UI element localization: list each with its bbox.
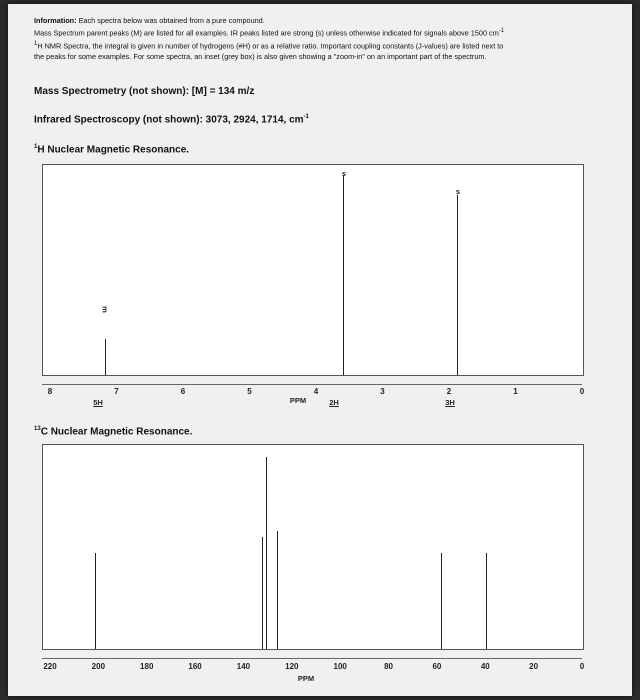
h-nmr-tick-8: 8 — [47, 387, 53, 396]
h-nmr-tick-5: 5 — [247, 387, 252, 396]
c-nmr-peak-6 — [486, 553, 487, 649]
h-nmr-title: H Nuclear Magnetic Resonance. — [37, 144, 190, 156]
c-nmr-tick-0: 0 — [579, 662, 585, 671]
c-nmr-heading — [34, 426, 192, 437]
c-nmr-peak-2 — [262, 537, 263, 649]
information-line-2: Mass Spectrum parent peaks (M) are listed for all examples. IR peaks listed are strong (s) unless otherwise indicated for signals above 1500 cm — [34, 28, 499, 38]
h-nmr-peak-aromatic — [105, 339, 106, 375]
h-nmr-tick-0: 0 — [579, 387, 585, 396]
h-nmr-mult-s2: s — [455, 187, 461, 196]
c-nmr-tick-120: 120 — [285, 662, 299, 671]
info-superscript: -1 — [498, 28, 505, 35]
h-nmr-superscript: 1 — [34, 144, 38, 150]
h-nmr-integral-2h: 2H — [329, 398, 339, 407]
ir-text: Infrared Spectroscopy (not shown): 3073, 2924, 1714, cm — [34, 114, 304, 126]
ir-unit-superscript: -1 — [303, 114, 309, 120]
c-nmr-tick-40: 40 — [480, 662, 490, 671]
h-nmr-integral-3h: 3H — [445, 398, 455, 407]
h-nmr-integral-5h: 5H — [93, 398, 103, 407]
h-nmr-axis-label: PPM — [289, 396, 307, 405]
c-nmr-axis-label: PPM — [297, 674, 315, 683]
c-nmr-spectrum — [42, 444, 584, 650]
c-nmr-tick-140: 140 — [236, 662, 251, 671]
information-line-1: Each spectra below was obtained from a pure compound. — [78, 16, 265, 25]
h-nmr-peak-ch2 — [343, 175, 344, 375]
c-nmr-axis — [42, 658, 582, 659]
c-nmr-tick-20: 20 — [529, 662, 539, 671]
h-nmr-tick-6: 6 — [180, 387, 186, 396]
c-nmr-peak-1 — [95, 553, 96, 649]
information-line-3: H NMR Spectra, the integral is given in number of hydrogens (#H) or as a relative ratio. Important coupling constants (J-values) are listed next to — [37, 41, 504, 51]
h-nmr-tick-4: 4 — [313, 387, 319, 396]
c-nmr-tick-80: 80 — [384, 662, 393, 671]
h-nmr-tick-3: 3 — [380, 387, 385, 396]
h-nmr-tick-7: 7 — [114, 387, 119, 396]
c-nmr-tick-220: 220 — [43, 662, 57, 671]
c-nmr-tick-200: 200 — [91, 662, 106, 671]
information-line-4: the peaks for some examples. For some spectra, an inset (grey box) is also given showing a "zoom-in" on an important part of the spectrum. — [34, 52, 487, 62]
c-nmr-peak-4 — [277, 531, 278, 649]
h-nmr-tick-2: 2 — [446, 387, 452, 396]
information-heading: Information: — [34, 16, 77, 25]
info-h-superscript: 1 — [34, 41, 38, 48]
h-nmr-spectrum — [42, 164, 584, 376]
c-nmr-title: C Nuclear Magnetic Resonance. — [40, 426, 193, 438]
c-nmr-tick-100: 100 — [333, 662, 347, 671]
mass-spec-line: Mass Spectrometry (not shown): [M] = 134 m/z — [34, 86, 255, 97]
ir-line — [34, 114, 309, 125]
c-nmr-tick-60: 60 — [432, 662, 442, 671]
h-nmr-heading — [34, 144, 189, 155]
h-nmr-mult-s1: s — [341, 169, 347, 178]
worksheet-page — [8, 4, 632, 696]
c-nmr-tick-180: 180 — [140, 662, 154, 671]
c-nmr-peak-3 — [266, 457, 267, 649]
h-nmr-peak-ch3 — [457, 195, 458, 375]
c-nmr-tick-160: 160 — [188, 662, 202, 671]
c-nmr-peak-5 — [441, 553, 442, 649]
h-nmr-mult-m: m — [100, 306, 110, 313]
c-nmr-superscript: 13 — [34, 426, 41, 432]
h-nmr-axis — [42, 384, 582, 385]
h-nmr-tick-1: 1 — [513, 387, 518, 396]
information-block — [34, 16, 614, 62]
